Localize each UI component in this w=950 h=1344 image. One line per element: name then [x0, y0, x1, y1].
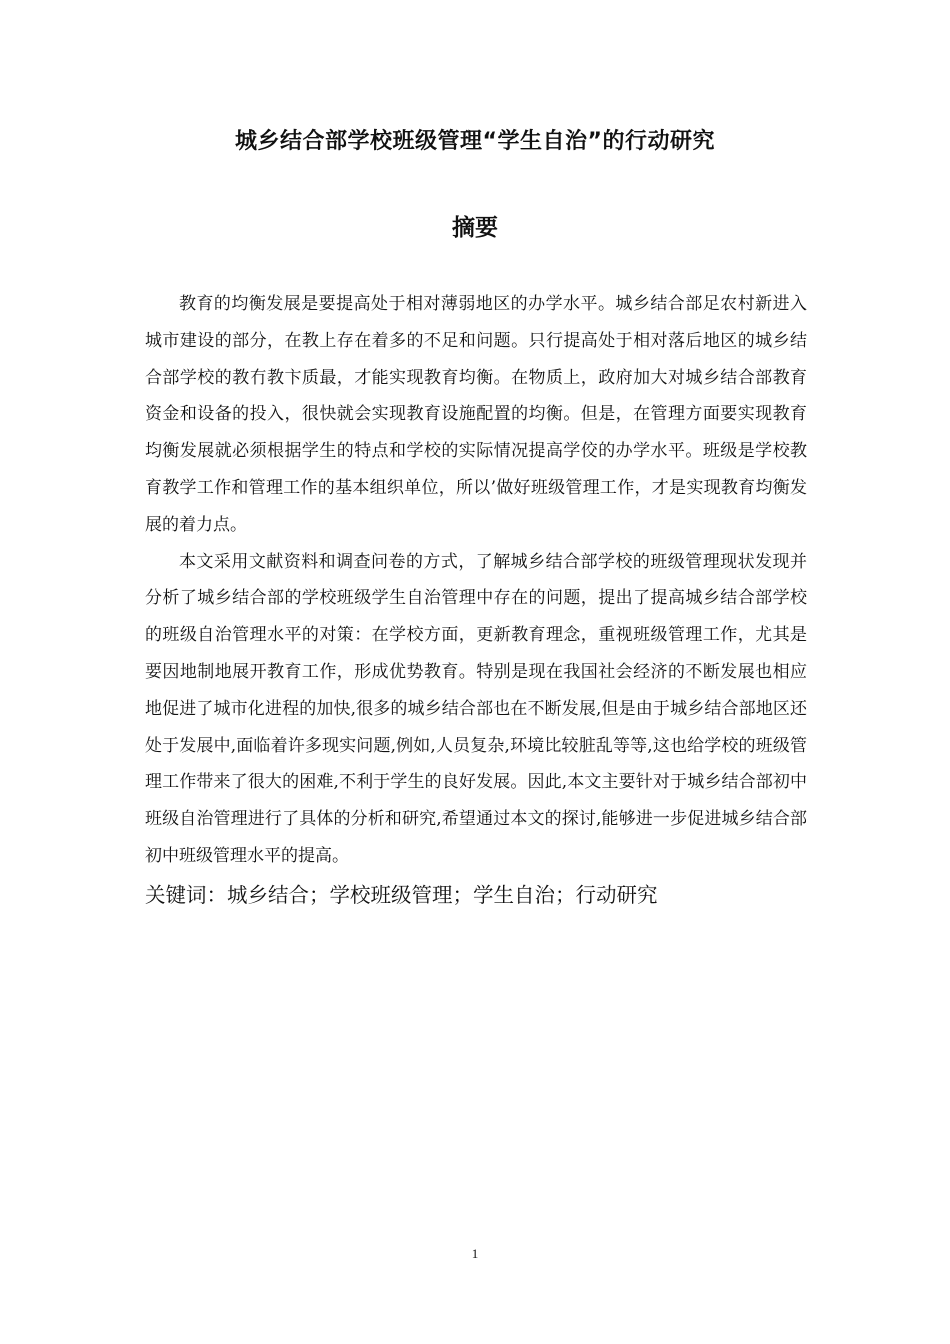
- abstract-paragraph-1: 教育的均衡发展是要提高处于相对薄弱地区的办学水平。城乡结合部足农村新进入城市建设的部分，在教上存在着多的不足和问题。只行提高处于相对落后地区的城乡结合部学校的教冇教卞质最，才能实现教育均衡。在物质上，政府加大对城乡结合部教育资金和设备的投入，很快就会实现教育设施配置的均衡。但是，在管理方面要实现教育均衡发展就必须根据学生的特点和学校的实际情况提高学佼的办学水平。班级是学校教育教学工作和管理工作的基本组织单位，所以’做好班级管理工作，才是实现教育均衡发展的着力点。: [145, 294, 807, 535]
- keywords-line: 关键词：城乡结合；学校班级管理；学生自治；行动研究: [145, 882, 658, 907]
- page-number: 1: [471, 1246, 479, 1261]
- paper-title: 城乡结合部学校班级管理“学生自治”的行动研究: [235, 129, 715, 154]
- abstract-paragraph-2: 本文采用文献资料和调查问卷的方式，了解城乡结合部学校的班级管理现状发现并分析了城乡结合部的学校班级学生自治管理中存在的问题，提出了提高城乡结合部学校的班级自治管理水平的对策：在学校方面，更新教育理念，重视班级管理工作，尤其是要因地制地展开教育工作，形成优势教育。特别是现在我国社会经济的不断发展也相应地促进了城市化进程的加快,很多的城乡结合部也在不断发展,但是由于城乡结合部地区还处于发展中,面临着许多现实问题,例如,人员复杂,环境比较脏乱等等,这也给学校的班级管理工作带来了很大的困难,不利于学生的良好发展。因此,本文主要针对于城乡结合部初中班级自治管理进行了具体的分析和研究,希望通过本文的探讨,能够进一步促进城乡结合部初中班级管理水平的提高。: [145, 551, 807, 866]
- abstract-heading: 摘要: [452, 215, 498, 241]
- abstract-body: [145, 286, 807, 915]
